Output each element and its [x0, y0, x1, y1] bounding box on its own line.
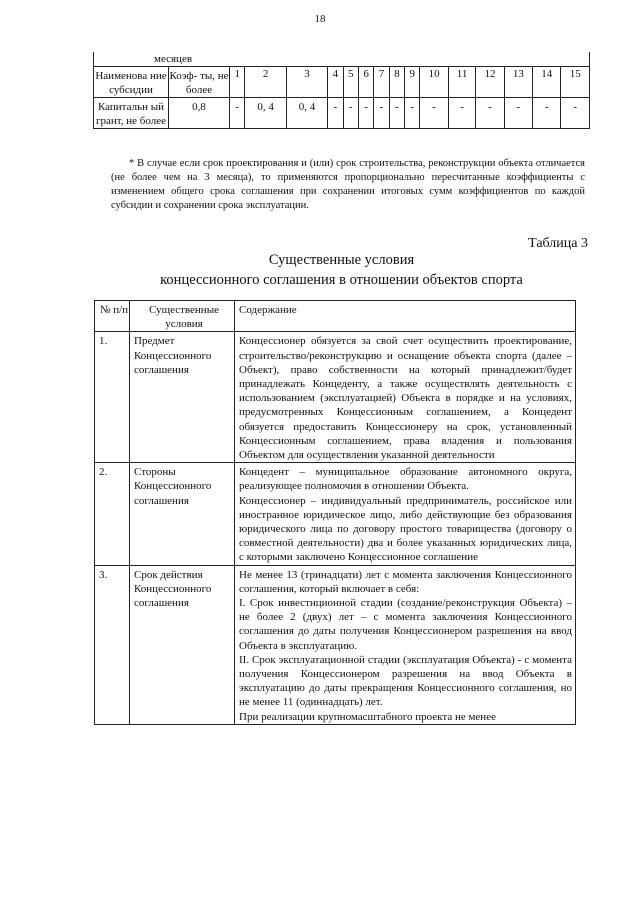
row-value: - [420, 98, 448, 129]
row-condition: Стороны Концессионного соглашения [130, 463, 235, 565]
coef-header: Коэф- ты, не более [169, 67, 230, 98]
row-value: - [405, 98, 420, 129]
row-value: - [343, 98, 358, 129]
row-value: - [476, 98, 504, 129]
row-value: - [533, 98, 561, 129]
row-value: - [561, 98, 590, 129]
header-content: Содержание [235, 301, 576, 332]
row-condition: Предмет Концессионного соглашения [130, 332, 235, 463]
col-num: 4 [328, 67, 343, 98]
row-content [235, 332, 576, 463]
col-num: 2 [245, 67, 286, 98]
column-numbers-row [94, 67, 590, 98]
col-num: 13 [504, 67, 532, 98]
col-num: 9 [405, 67, 420, 98]
row-content [235, 463, 576, 565]
col-num: 15 [561, 67, 590, 98]
row-value: - [328, 98, 343, 129]
header-fragment-row [94, 52, 590, 67]
col-num: 10 [420, 67, 448, 98]
table-title-line1: Существенные условия [268, 252, 415, 268]
row-condition: Срок действия Концессионного соглашения [130, 565, 235, 724]
footnote [111, 157, 585, 213]
page-number: 18 [314, 13, 326, 25]
col-num: 12 [476, 67, 504, 98]
col-num: 11 [448, 67, 475, 98]
footnote-text: * В случае если срок проектирования и (или) срок строительства, реконструкции объекта отличается (не более чем на 3 месяца), то применяются пропорционально пересчитанные коэффициенты с изменением общего срока соглашения при сохранении итоговых сумм коэффициентов по каждой субсидии и сохранении срока эксплуатации. [111, 158, 585, 211]
table-row [95, 565, 576, 724]
col-num: 5 [343, 67, 358, 98]
row-value: 0, 4 [286, 98, 327, 129]
row-value: - [358, 98, 373, 129]
col-num: 8 [389, 67, 404, 98]
months-label: месяцев [94, 52, 590, 67]
row-number: 2. [95, 463, 130, 565]
content-paragraph: Концессионер обязуется за свой счет осуществить проектирование, строительство/реконструкцию и оснащение объекта спорта (далее – Объект), право собственности на который принадлежит/будет принадлежать Концеденту, а также осуществлять деятельность с использованием (эксплуатацией) Объекта в порядке и на условиях, предусмотренных Концессионным соглашением, а Концедент обязуется предоставить Концессионеру на срок, установленный Концессионным соглашением, права владения и пользования Объектом для осуществления указанной деятельности [239, 335, 572, 462]
content-paragraph: При реализации крупномасштабного проекта не менее [239, 710, 496, 723]
table-row [95, 332, 576, 463]
row-value: - [374, 98, 389, 129]
row-value: - [448, 98, 475, 129]
row-value: - [230, 98, 245, 129]
col-num: 3 [286, 67, 327, 98]
col-num: 1 [230, 67, 245, 98]
row-coef: 0,8 [169, 98, 230, 129]
row-value: 0, 4 [245, 98, 286, 129]
table-title [93, 250, 590, 290]
table-header-row [95, 301, 576, 332]
row-number: 1. [95, 332, 130, 463]
row-content [235, 565, 576, 724]
col-num: 6 [358, 67, 373, 98]
row-number: 3. [95, 565, 130, 724]
table-title-line2: концессионного соглашения в отношении объектов спорта [160, 272, 523, 288]
content-paragraph: Не менее 13 (тринадцати) лет с момента заключения Концессионного соглашения, который включает в себя: [239, 568, 572, 595]
content-paragraph: Концессионер – индивидуальный предприниматель, российское или иностранное юридическое лицо, либо действующие без образования юридического лица по договору простого товарищества (договору о совместной деятельности) два и более указанных юридических лица, с которыми заключено Концессионное соглашение [239, 494, 572, 564]
capital-grant-row [94, 98, 590, 129]
subsidy-name-header: Наименова ние субсидии [94, 67, 169, 98]
table-label: Таблица 3 [528, 236, 588, 251]
content-paragraph: Концедент – муниципальное образование автономного округа, реализующее полномочия в отношении Объекта. [239, 466, 572, 493]
header-number: № п/п [95, 301, 130, 332]
row-value: - [504, 98, 532, 129]
content-paragraph: II. Срок эксплуатационной стадии (эксплуатация Объекта) - с момента получения Концессионером разрешения на ввод Объекта в эксплуатацию до даты прекращения Концессионного соглашения, но не менее 11 (одиннадцать) лет. [239, 653, 572, 709]
header-condition: Существенные условия [130, 301, 235, 332]
subsidy-coefficients-table [93, 52, 590, 129]
col-num: 14 [533, 67, 561, 98]
col-num: 7 [374, 67, 389, 98]
concession-conditions-table [94, 300, 576, 725]
table-row [95, 463, 576, 565]
row-name: Капитальн ый грант, не более [94, 98, 169, 129]
row-value: - [389, 98, 404, 129]
content-paragraph: I. Срок инвестиционной стадии (создание/реконструкция Объекта) – не более 2 (двух) лет – с момента заключения Концессионного соглашения до даты получения Концессионером разрешения на ввод Объекта в эксплуатацию. [239, 597, 572, 652]
